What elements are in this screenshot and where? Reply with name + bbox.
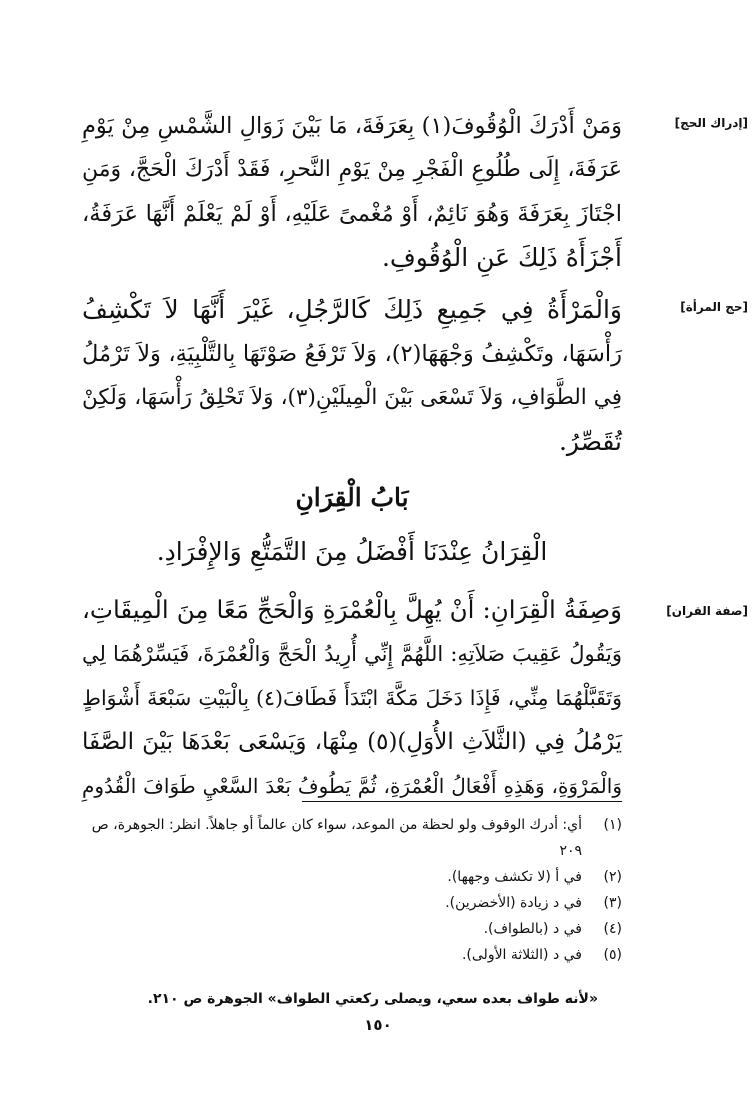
footnote-number: (٣) xyxy=(603,895,622,911)
margin-note-hajj-catch: [إدراك الحج] xyxy=(674,116,748,130)
footnote-number: (٤) xyxy=(603,921,622,937)
extra-note: «لأنه طواف بعده سعي، ويصلى ركعتي الطواف» الجوهرة ص ٢١٠. xyxy=(147,991,598,1007)
footnote-number: (٥) xyxy=(603,947,622,963)
footnote-text: في د زيادة (الأخضرين). xyxy=(445,895,582,911)
page-number: ١٥٠ xyxy=(364,1016,392,1034)
text-line: وَصِفَةُ الْقِرَانِ: أَنْ يُهِلَّ بِالْعُمْرَةِ وَالْحَجِّ مَعًا مِنَ الْمِيقَاتِ، xyxy=(82,595,622,624)
footnote-text: في د (الثلاثة الأولى). xyxy=(461,947,582,963)
footnote-text: في أ (لا تكشف وجهها). xyxy=(447,869,582,885)
paragraph-woman-hajj xyxy=(82,288,622,464)
text-line: رَأْسَهَا، وتَكْشِفُ وَجْهَهَا(٢)، وَلاَ تَرْفَعُ صَوْتَهَا بِالتَّلْبِيَةِ، وَلاَ تَرْمُلُ xyxy=(82,341,623,367)
text-line: وَتَقَبَّلْهُمَا مِنِّي، فَإِذَا دَخَلَ مَكَّةَ ابْتَدَأَ فَطَافَ(٤) بِالْبَيْتِ سَبْعَةَ أَشْوَاطٍ xyxy=(82,686,622,710)
footnote-text: في د (بالطواف). xyxy=(483,921,582,937)
text-line: عَرَفَةَ، إِلَى طُلُوعِ الْفَجْرِ مِنْ يَوْمِ النَّحرِ، فَقَدْ أَدْرَكَ الْحَجَّ، وَمَنِ xyxy=(82,157,622,182)
footnote-divider xyxy=(302,801,622,802)
text-line: وَيَقُولُ عَقِيبَ صَلاَتِهِ: اللَّهُمَّ إِنِّي أُرِيدُ الْحَجَّ وَالْعُمْرَةَ، فَيَسِّرْهُمَا لِي xyxy=(82,642,622,666)
footnote-item xyxy=(82,942,622,968)
footnote-text: أي: أدرك الوقوف ولو لحظة من الموعد، سواء كان عالماً أو جاهلاً. انظر: الجوهرة، ص ٢٠٩ xyxy=(91,817,582,859)
text-line: فِي الطَّوَافِ، وَلاَ تَسْعَى بَيْنَ الْمِيلَيْنِ(٣)، وَلاَ تَحْلِقُ رَأْسَهَا، وَلَكِنْ xyxy=(82,385,622,410)
margin-note-woman-hajj: [حج المرأة] xyxy=(680,300,748,314)
footnote-item xyxy=(82,890,622,916)
chapter-opening-sentence: الْقِرَانُ عِنْدَنَا أَفْضَلُ مِنَ التَّمَتُّعِ وَالإِفْرَادِ. xyxy=(156,537,548,566)
text-line: يَرْمُلُ فِي (الثَّلاَثِ الأُوَلِ)(٥) مِنْهَا، وَيَسْعَى بَعْدَهَا بَيْنَ الصَّفَا xyxy=(82,729,623,755)
footnotes xyxy=(82,812,622,968)
text-line: اجْتَازَ بِعَرَفَةَ وَهُوَ نَائِمٌ، أَوْ مُغْمىً عَلَيْهِ، أَوْ لَمْ يَعْلَمْ أَنَّهَا عَرَفَةُ، xyxy=(82,201,622,227)
paragraph-hajj-catch xyxy=(82,104,622,280)
text-line: وَالْمَرْوَةِ، وَهَذِهِ أَفْعَالُ الْعُمْرَةِ، ثُمَّ يَطُوفُ بَعْدَ السَّعْيِ طَوَافَ الْقُدُومِ xyxy=(82,774,622,798)
text-line: وَالْمَرْأَةُ فِي جَمِيعِ ذَلِكَ كَالرَّجُلِ، غَيْرَ أَنَّهَا لاَ تَكْشِفُ xyxy=(82,295,622,324)
paragraph-qiran-description xyxy=(82,588,622,808)
footnote-number: (١) xyxy=(603,817,622,833)
footnote-number: (٢) xyxy=(603,869,622,885)
footnote-item xyxy=(82,916,622,942)
footnote-item xyxy=(82,812,622,864)
footnote-item xyxy=(82,864,622,890)
text-line: تُقَصِّرُ. xyxy=(558,427,622,456)
text-line: وَمَنْ أَدْرَكَ الْوُقُوفَ(١) بِعَرَفَةَ، مَا بَيْنَ زَوَالِ الشَّمْسِ مِنْ يَوْمِ xyxy=(82,113,622,139)
chapter-heading: بَابُ الْقِرَانِ xyxy=(295,483,409,512)
margin-note-qiran-description: [صفة القران] xyxy=(666,604,748,618)
text-line: أَجْزَأَهُ ذَلِكَ عَنِ الْوُقُوفِ. xyxy=(381,243,622,272)
